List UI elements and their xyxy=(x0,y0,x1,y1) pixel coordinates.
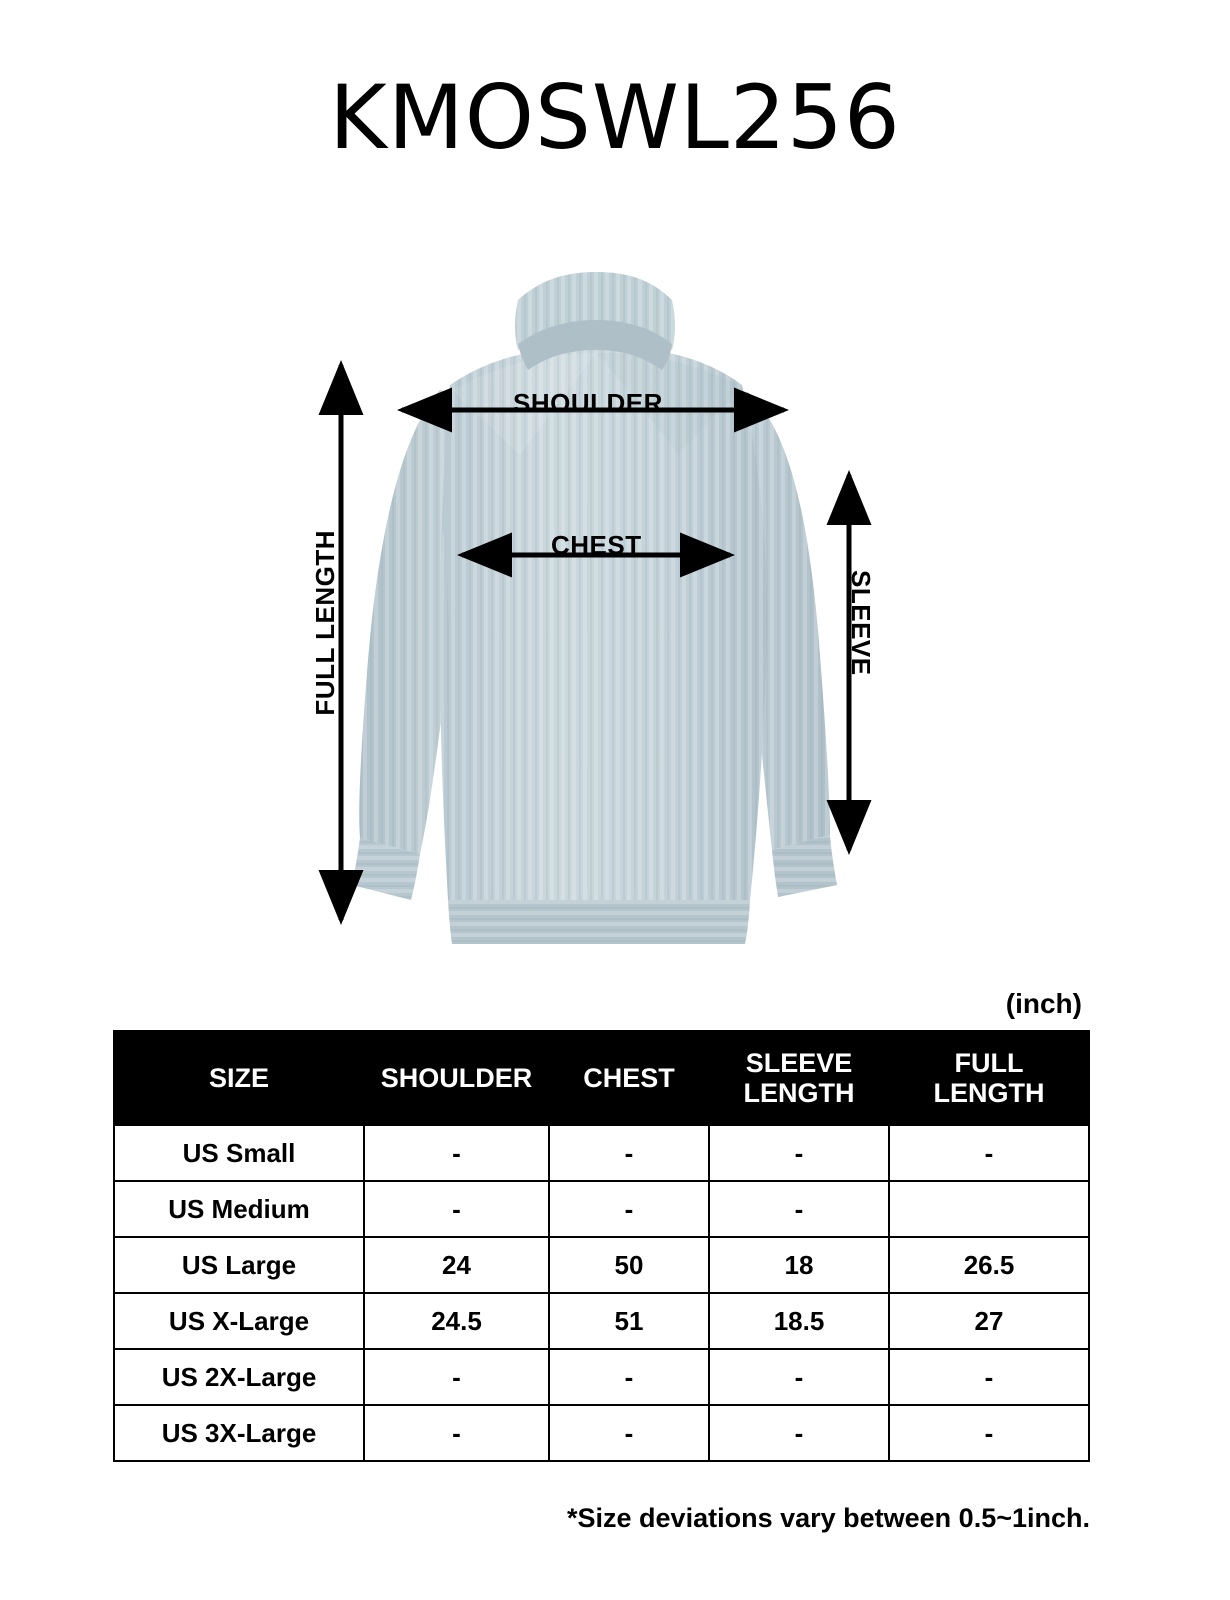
label-shoulder: SHOULDER xyxy=(513,388,663,418)
header-sleeve-line1: SLEEVE xyxy=(745,1048,853,1078)
cell-size: US Medium xyxy=(114,1181,364,1237)
cell-sleeve: - xyxy=(709,1125,889,1181)
cell-full: - xyxy=(889,1405,1089,1461)
cell-full: 26.5 xyxy=(889,1237,1089,1293)
cell-size: US Large xyxy=(114,1237,364,1293)
label-full-length: FULL LENGTH xyxy=(310,530,340,716)
cell-shoulder: - xyxy=(364,1125,549,1181)
cell-size: US Small xyxy=(114,1125,364,1181)
cell-shoulder: - xyxy=(364,1181,549,1237)
cell-chest: 50 xyxy=(549,1237,709,1293)
table-row xyxy=(114,1349,1089,1405)
header-sleeve-line2: LENGTH xyxy=(743,1078,855,1109)
table-header-row xyxy=(114,1031,1089,1125)
cell-full: - xyxy=(889,1349,1089,1405)
unit-note: (inch) xyxy=(1005,988,1082,1019)
cell-chest: - xyxy=(549,1349,709,1405)
cell-shoulder: - xyxy=(364,1405,549,1461)
size-deviation-note: *Size deviations vary between 0.5~1inch. xyxy=(567,1503,1090,1533)
table-row xyxy=(114,1237,1089,1293)
header-chest: CHEST xyxy=(549,1031,709,1125)
cell-chest: - xyxy=(549,1181,709,1237)
header-full-length xyxy=(889,1031,1089,1125)
cell-full xyxy=(889,1181,1089,1237)
cell-chest: - xyxy=(549,1125,709,1181)
table-row xyxy=(114,1293,1089,1349)
cell-full: 27 xyxy=(889,1293,1089,1349)
garment-illustration xyxy=(0,240,1230,950)
table-row xyxy=(114,1125,1089,1181)
sweater-diagram-svg xyxy=(0,240,1230,950)
cell-size: US X-Large xyxy=(114,1293,364,1349)
header-shoulder: SHOULDER xyxy=(364,1031,549,1125)
cell-shoulder: 24 xyxy=(364,1237,549,1293)
header-size: SIZE xyxy=(114,1031,364,1125)
table-row xyxy=(114,1405,1089,1461)
cell-sleeve: - xyxy=(709,1181,889,1237)
cell-size: US 2X-Large xyxy=(114,1349,364,1405)
cell-shoulder: - xyxy=(364,1349,549,1405)
label-sleeve: SLEEVE xyxy=(846,570,876,676)
label-chest: CHEST xyxy=(551,530,642,560)
table-row xyxy=(114,1181,1089,1237)
cell-full: - xyxy=(889,1125,1089,1181)
cell-chest: 51 xyxy=(549,1293,709,1349)
page-title: KMOSWL256 xyxy=(329,66,901,169)
cell-size: US 3X-Large xyxy=(114,1405,364,1461)
cell-shoulder: 24.5 xyxy=(364,1293,549,1349)
header-sleeve-length xyxy=(709,1031,889,1125)
cell-chest: - xyxy=(549,1405,709,1461)
cell-sleeve: 18.5 xyxy=(709,1293,889,1349)
cell-sleeve: 18 xyxy=(709,1237,889,1293)
cell-sleeve: - xyxy=(709,1405,889,1461)
cell-sleeve: - xyxy=(709,1349,889,1405)
size-chart-table xyxy=(113,1030,1090,1462)
header-full-line2: LENGTH xyxy=(933,1078,1045,1109)
header-full-line1: FULL xyxy=(954,1048,1024,1078)
sweater-graphic xyxy=(352,272,837,944)
